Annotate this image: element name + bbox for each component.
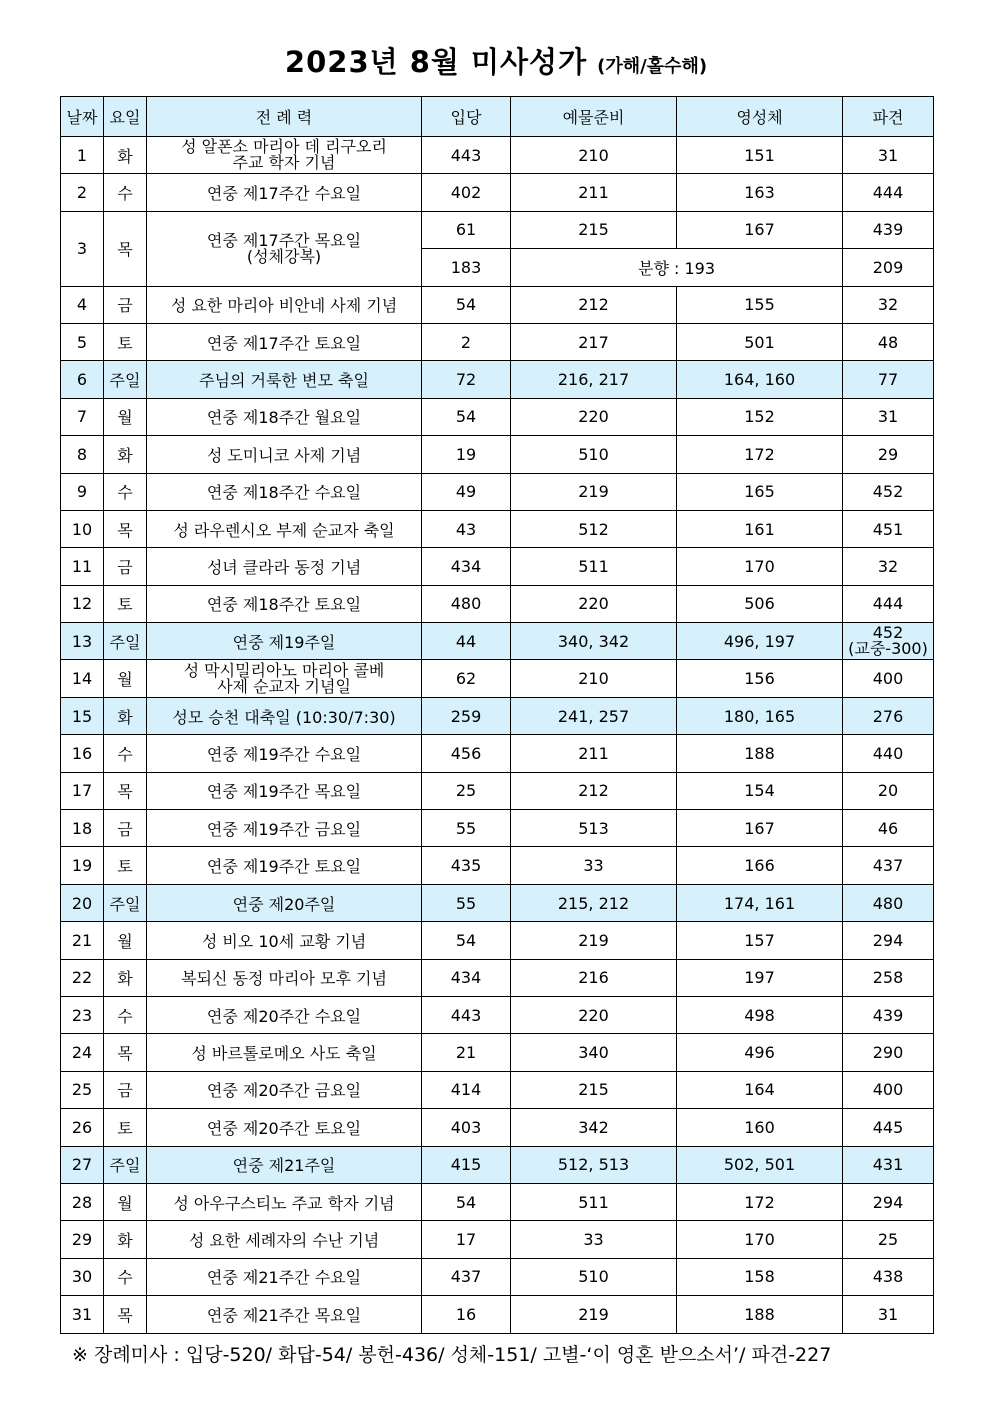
offertory-cell: 511 — [511, 548, 677, 585]
day-cell: 화 — [104, 1221, 147, 1258]
dismissal-cell: 438 — [843, 1258, 934, 1295]
table-row — [61, 922, 934, 959]
day-cell: 목 — [104, 772, 147, 809]
feast-cell: 성 바르톨로메오 사도 축일 — [147, 1034, 422, 1071]
table-row — [61, 996, 934, 1033]
offertory-cell: 511 — [511, 1183, 677, 1220]
entrance-cell: 456 — [422, 735, 511, 772]
day-cell: 토 — [104, 847, 147, 884]
table-row — [61, 1221, 934, 1258]
communion-cell: 188 — [677, 1296, 843, 1333]
dismissal-cell: 294 — [843, 1183, 934, 1220]
communion-cell: 156 — [677, 660, 843, 697]
communion-cell: 154 — [677, 772, 843, 809]
table-row — [61, 1183, 934, 1220]
feast-cell: 성 비오 10세 교황 기념 — [147, 922, 422, 959]
entrance-cell: 54 — [422, 922, 511, 959]
dismissal-cell: 400 — [843, 1071, 934, 1108]
date-cell: 9 — [61, 473, 104, 510]
offertory-cell: 512 — [511, 510, 677, 547]
entrance-cell: 259 — [422, 697, 511, 734]
dismissal-cell: 437 — [843, 847, 934, 884]
header-date: 날짜 — [61, 97, 104, 137]
offertory-cell: 342 — [511, 1109, 677, 1146]
offertory-cell: 220 — [511, 398, 677, 435]
dismissal-cell: 444 — [843, 174, 934, 211]
feast-cell: 연중 제19주간 수요일 — [147, 735, 422, 772]
dismissal-cell: 48 — [843, 323, 934, 360]
entrance-cell: 19 — [422, 436, 511, 473]
header-day: 요일 — [104, 97, 147, 137]
feast-cell: 성녀 클라라 동정 기념 — [147, 548, 422, 585]
entrance-cell: 49 — [422, 473, 511, 510]
feast-cell: 연중 제18주간 토요일 — [147, 585, 422, 622]
date-cell: 16 — [61, 735, 104, 772]
dismissal-cell — [843, 623, 934, 660]
feast-cell: 연중 제20주간 토요일 — [147, 1109, 422, 1146]
offertory-cell: 212 — [511, 286, 677, 323]
date-cell: 17 — [61, 772, 104, 809]
communion-cell: 506 — [677, 585, 843, 622]
day-cell: 수 — [104, 735, 147, 772]
entrance-cell: 25 — [422, 772, 511, 809]
offertory-cell: 210 — [511, 137, 677, 174]
dismissal-cell: 32 — [843, 286, 934, 323]
offertory-cell: 512, 513 — [511, 1146, 677, 1183]
date-cell: 1 — [61, 137, 104, 174]
dismissal-cell: 290 — [843, 1034, 934, 1071]
feast-cell: 연중 제17주간 토요일 — [147, 323, 422, 360]
table-row — [61, 510, 934, 547]
entrance-cell: 2 — [422, 323, 511, 360]
entrance-cell: 62 — [422, 660, 511, 697]
table-row — [61, 660, 934, 697]
feast-cell: 연중 제20주간 금요일 — [147, 1071, 422, 1108]
entrance-cell: 402 — [422, 174, 511, 211]
communion-cell: 166 — [677, 847, 843, 884]
header-dismissal: 파견 — [843, 97, 934, 137]
offertory-cell: 211 — [511, 174, 677, 211]
feast-cell: 연중 제19주간 목요일 — [147, 772, 422, 809]
cell-line: 연중 제17주간 목요일 — [206, 230, 362, 250]
day-cell: 목 — [104, 1034, 147, 1071]
day-cell: 주일 — [104, 361, 147, 398]
offertory-cell: 340 — [511, 1034, 677, 1071]
table-body — [61, 137, 934, 1334]
dismissal-cell: 25 — [843, 1221, 934, 1258]
feast-cell: 성모 승천 대축일 (10:30/7:30) — [147, 697, 422, 734]
day-cell: 화 — [104, 697, 147, 734]
cell-line: 성 막시밀리아노 마리아 콜베 — [183, 660, 385, 680]
table-row — [61, 137, 934, 174]
offertory-cell: 219 — [511, 1296, 677, 1333]
dismissal-cell: 400 — [843, 660, 934, 697]
table-row — [61, 211, 934, 248]
table-row — [61, 697, 934, 734]
feast-cell: 연중 제18주간 수요일 — [147, 473, 422, 510]
entrance-cell: 434 — [422, 959, 511, 996]
dismissal-cell: 445 — [843, 1109, 934, 1146]
date-cell: 27 — [61, 1146, 104, 1183]
offertory-cell: 210 — [511, 660, 677, 697]
dismissal-cell: 440 — [843, 735, 934, 772]
dismissal-cell: 444 — [843, 585, 934, 622]
date-cell: 30 — [61, 1258, 104, 1295]
cell-line: (성체강복) — [246, 246, 322, 266]
day-cell: 목 — [104, 211, 147, 286]
communion-cell: 502, 501 — [677, 1146, 843, 1183]
dismissal-cell: 258 — [843, 959, 934, 996]
title-main: 2023년 8월 미사성가 — [284, 45, 588, 79]
offertory-cell: 219 — [511, 922, 677, 959]
day-cell: 목 — [104, 1296, 147, 1333]
dismissal-cell: 20 — [843, 772, 934, 809]
communion-cell: 167 — [677, 211, 843, 248]
offertory-cell: 510 — [511, 1258, 677, 1295]
dismissal-cell: 431 — [843, 1146, 934, 1183]
entrance-cell: 403 — [422, 1109, 511, 1146]
table-row — [61, 735, 934, 772]
table-row — [61, 1034, 934, 1071]
dismissal-cell: 46 — [843, 810, 934, 847]
date-cell: 11 — [61, 548, 104, 585]
cell-line: (교중-300) — [848, 639, 928, 659]
day-cell: 수 — [104, 1258, 147, 1295]
day-cell: 수 — [104, 996, 147, 1033]
communion-cell: 172 — [677, 436, 843, 473]
offertory-cell: 33 — [511, 1221, 677, 1258]
date-cell: 13 — [61, 623, 104, 660]
date-cell: 20 — [61, 884, 104, 921]
day-cell: 월 — [104, 660, 147, 697]
date-cell: 23 — [61, 996, 104, 1033]
table-row — [61, 623, 934, 660]
table-row — [61, 174, 934, 211]
communion-cell: 164, 160 — [677, 361, 843, 398]
offertory-cell: 211 — [511, 735, 677, 772]
feast-cell — [147, 660, 422, 697]
dismissal-cell: 439 — [843, 996, 934, 1033]
cell-line: 사제 순교자 기념일 — [217, 676, 351, 696]
dismissal-cell: 31 — [843, 1296, 934, 1333]
date-cell: 19 — [61, 847, 104, 884]
feast-cell: 복되신 동정 마리아 모후 기념 — [147, 959, 422, 996]
feast-cell: 성 라우렌시오 부제 순교자 축일 — [147, 510, 422, 547]
dismissal-cell: 31 — [843, 137, 934, 174]
feast-cell: 연중 제18주간 월요일 — [147, 398, 422, 435]
entrance-cell: 17 — [422, 1221, 511, 1258]
date-cell: 22 — [61, 959, 104, 996]
day-cell: 수 — [104, 174, 147, 211]
communion-cell: 167 — [677, 810, 843, 847]
offertory-cell: 513 — [511, 810, 677, 847]
offertory-cell: 216, 217 — [511, 361, 677, 398]
day-cell: 금 — [104, 548, 147, 585]
communion-cell: 180, 165 — [677, 697, 843, 734]
communion-cell: 151 — [677, 137, 843, 174]
day-cell: 토 — [104, 585, 147, 622]
date-cell: 2 — [61, 174, 104, 211]
table-row — [61, 1071, 934, 1108]
cell-line: 성 알폰소 마리아 데 리구오리 — [181, 137, 387, 157]
date-cell: 28 — [61, 1183, 104, 1220]
day-cell: 화 — [104, 137, 147, 174]
communion-cell: 188 — [677, 735, 843, 772]
date-cell: 6 — [61, 361, 104, 398]
date-cell: 3 — [61, 211, 104, 286]
offertory-cell: 340, 342 — [511, 623, 677, 660]
feast-cell: 성 요한 세례자의 수난 기념 — [147, 1221, 422, 1258]
communion-cell: 158 — [677, 1258, 843, 1295]
offertory-cell: 216 — [511, 959, 677, 996]
communion-cell: 197 — [677, 959, 843, 996]
day-cell: 주일 — [104, 623, 147, 660]
day-cell: 월 — [104, 398, 147, 435]
communion-cell: 172 — [677, 1183, 843, 1220]
table-row — [61, 361, 934, 398]
table-row — [61, 548, 934, 585]
feast-cell: 연중 제21주일 — [147, 1146, 422, 1183]
table-row — [61, 398, 934, 435]
page-title — [0, 40, 992, 81]
date-cell: 14 — [61, 660, 104, 697]
feast-cell: 성 요한 마리아 비안네 사제 기념 — [147, 286, 422, 323]
date-cell: 15 — [61, 697, 104, 734]
communion-cell: 155 — [677, 286, 843, 323]
dismissal-cell: 294 — [843, 922, 934, 959]
day-cell: 토 — [104, 1109, 147, 1146]
entrance-cell: 55 — [422, 810, 511, 847]
header-communion: 영성체 — [677, 97, 843, 137]
table-row — [61, 585, 934, 622]
offertory-cell: 220 — [511, 585, 677, 622]
feast-cell: 연중 제20주일 — [147, 884, 422, 921]
table-row — [61, 286, 934, 323]
date-cell: 24 — [61, 1034, 104, 1071]
feast-cell: 연중 제17주간 수요일 — [147, 174, 422, 211]
entrance-cell: 414 — [422, 1071, 511, 1108]
entrance-cell: 43 — [422, 510, 511, 547]
feast-cell: 연중 제19주간 토요일 — [147, 847, 422, 884]
communion-cell: 498 — [677, 996, 843, 1033]
date-cell: 5 — [61, 323, 104, 360]
day-cell: 월 — [104, 922, 147, 959]
feast-cell: 주님의 거룩한 변모 축일 — [147, 361, 422, 398]
entrance-cell: 55 — [422, 884, 511, 921]
entrance-cell: 183 — [422, 249, 511, 286]
table-row — [61, 1296, 934, 1333]
entrance-cell: 437 — [422, 1258, 511, 1295]
day-cell: 주일 — [104, 884, 147, 921]
hymn-table — [60, 96, 934, 1334]
day-cell: 월 — [104, 1183, 147, 1220]
communion-cell: 152 — [677, 398, 843, 435]
offertory-cell: 510 — [511, 436, 677, 473]
day-cell: 목 — [104, 510, 147, 547]
entrance-cell: 54 — [422, 398, 511, 435]
feast-cell: 연중 제20주간 수요일 — [147, 996, 422, 1033]
offertory-cell: 219 — [511, 473, 677, 510]
feast-cell: 성 도미니코 사제 기념 — [147, 436, 422, 473]
communion-cell: 496 — [677, 1034, 843, 1071]
date-cell: 18 — [61, 810, 104, 847]
dismissal-cell: 451 — [843, 510, 934, 547]
date-cell: 8 — [61, 436, 104, 473]
entrance-cell: 443 — [422, 137, 511, 174]
table-header — [61, 97, 934, 137]
entrance-cell: 415 — [422, 1146, 511, 1183]
feast-cell — [147, 211, 422, 286]
communion-cell: 165 — [677, 473, 843, 510]
offertory-cell: 217 — [511, 323, 677, 360]
communion-cell: 174, 161 — [677, 884, 843, 921]
feast-cell: 연중 제21주간 목요일 — [147, 1296, 422, 1333]
feast-cell: 연중 제21주간 수요일 — [147, 1258, 422, 1295]
day-cell: 수 — [104, 473, 147, 510]
date-cell: 26 — [61, 1109, 104, 1146]
table-row — [61, 473, 934, 510]
offertory-cell: 212 — [511, 772, 677, 809]
date-cell: 25 — [61, 1071, 104, 1108]
offertory-cell: 33 — [511, 847, 677, 884]
cell-line: 452 — [872, 623, 904, 643]
incense-cell: 분향 : 193 — [511, 249, 843, 286]
dismissal-cell: 32 — [843, 548, 934, 585]
entrance-cell: 16 — [422, 1296, 511, 1333]
table-row — [61, 1109, 934, 1146]
date-cell: 31 — [61, 1296, 104, 1333]
table-row — [61, 810, 934, 847]
feast-cell: 성 아우구스티노 주교 학자 기념 — [147, 1183, 422, 1220]
feast-cell — [147, 137, 422, 174]
dismissal-cell: 31 — [843, 398, 934, 435]
header-entrance: 입당 — [422, 97, 511, 137]
offertory-cell: 215 — [511, 1071, 677, 1108]
day-cell: 주일 — [104, 1146, 147, 1183]
communion-cell: 170 — [677, 1221, 843, 1258]
title-sub: (가해/홀수해) — [597, 56, 708, 77]
entrance-cell: 443 — [422, 996, 511, 1033]
date-cell: 29 — [61, 1221, 104, 1258]
dismissal-cell: 209 — [843, 249, 934, 286]
entrance-cell: 54 — [422, 1183, 511, 1220]
dismissal-cell: 452 — [843, 473, 934, 510]
date-cell: 10 — [61, 510, 104, 547]
day-cell: 금 — [104, 810, 147, 847]
header-feast: 전 례 력 — [147, 97, 422, 137]
communion-cell: 163 — [677, 174, 843, 211]
day-cell: 금 — [104, 1071, 147, 1108]
table-row — [61, 772, 934, 809]
day-cell: 금 — [104, 286, 147, 323]
header-offertory: 예물준비 — [511, 97, 677, 137]
communion-cell: 496, 197 — [677, 623, 843, 660]
offertory-cell: 241, 257 — [511, 697, 677, 734]
entrance-cell: 61 — [422, 211, 511, 248]
entrance-cell: 21 — [422, 1034, 511, 1071]
cell-line: 주교 학자 기념 — [232, 153, 336, 173]
day-cell: 토 — [104, 323, 147, 360]
day-cell: 화 — [104, 436, 147, 473]
date-cell: 21 — [61, 922, 104, 959]
dismissal-cell: 29 — [843, 436, 934, 473]
offertory-cell: 220 — [511, 996, 677, 1033]
dismissal-cell: 276 — [843, 697, 934, 734]
communion-cell: 501 — [677, 323, 843, 360]
day-cell: 화 — [104, 959, 147, 996]
dismissal-cell: 77 — [843, 361, 934, 398]
communion-cell: 164 — [677, 1071, 843, 1108]
funeral-note: ※ 장례미사 : 입당-520/ 화답-54/ 봉헌-436/ 성체-151/ 고별-‘이 영혼 받으소서’/ 파견-227 — [72, 1344, 832, 1366]
entrance-cell: 480 — [422, 585, 511, 622]
entrance-cell: 44 — [422, 623, 511, 660]
communion-cell: 160 — [677, 1109, 843, 1146]
entrance-cell: 54 — [422, 286, 511, 323]
communion-cell: 157 — [677, 922, 843, 959]
feast-cell: 연중 제19주간 금요일 — [147, 810, 422, 847]
date-cell: 12 — [61, 585, 104, 622]
date-cell: 4 — [61, 286, 104, 323]
dismissal-cell: 480 — [843, 884, 934, 921]
table-row — [61, 436, 934, 473]
communion-cell: 170 — [677, 548, 843, 585]
entrance-cell: 434 — [422, 548, 511, 585]
entrance-cell: 72 — [422, 361, 511, 398]
table-row — [61, 959, 934, 996]
table-row — [61, 1258, 934, 1295]
table-row — [61, 847, 934, 884]
entrance-cell: 435 — [422, 847, 511, 884]
table-row — [61, 1146, 934, 1183]
communion-cell: 161 — [677, 510, 843, 547]
offertory-cell: 215, 212 — [511, 884, 677, 921]
offertory-cell: 215 — [511, 211, 677, 248]
date-cell: 7 — [61, 398, 104, 435]
dismissal-cell: 439 — [843, 211, 934, 248]
table-row — [61, 323, 934, 360]
table-row — [61, 884, 934, 921]
feast-cell: 연중 제19주일 — [147, 623, 422, 660]
